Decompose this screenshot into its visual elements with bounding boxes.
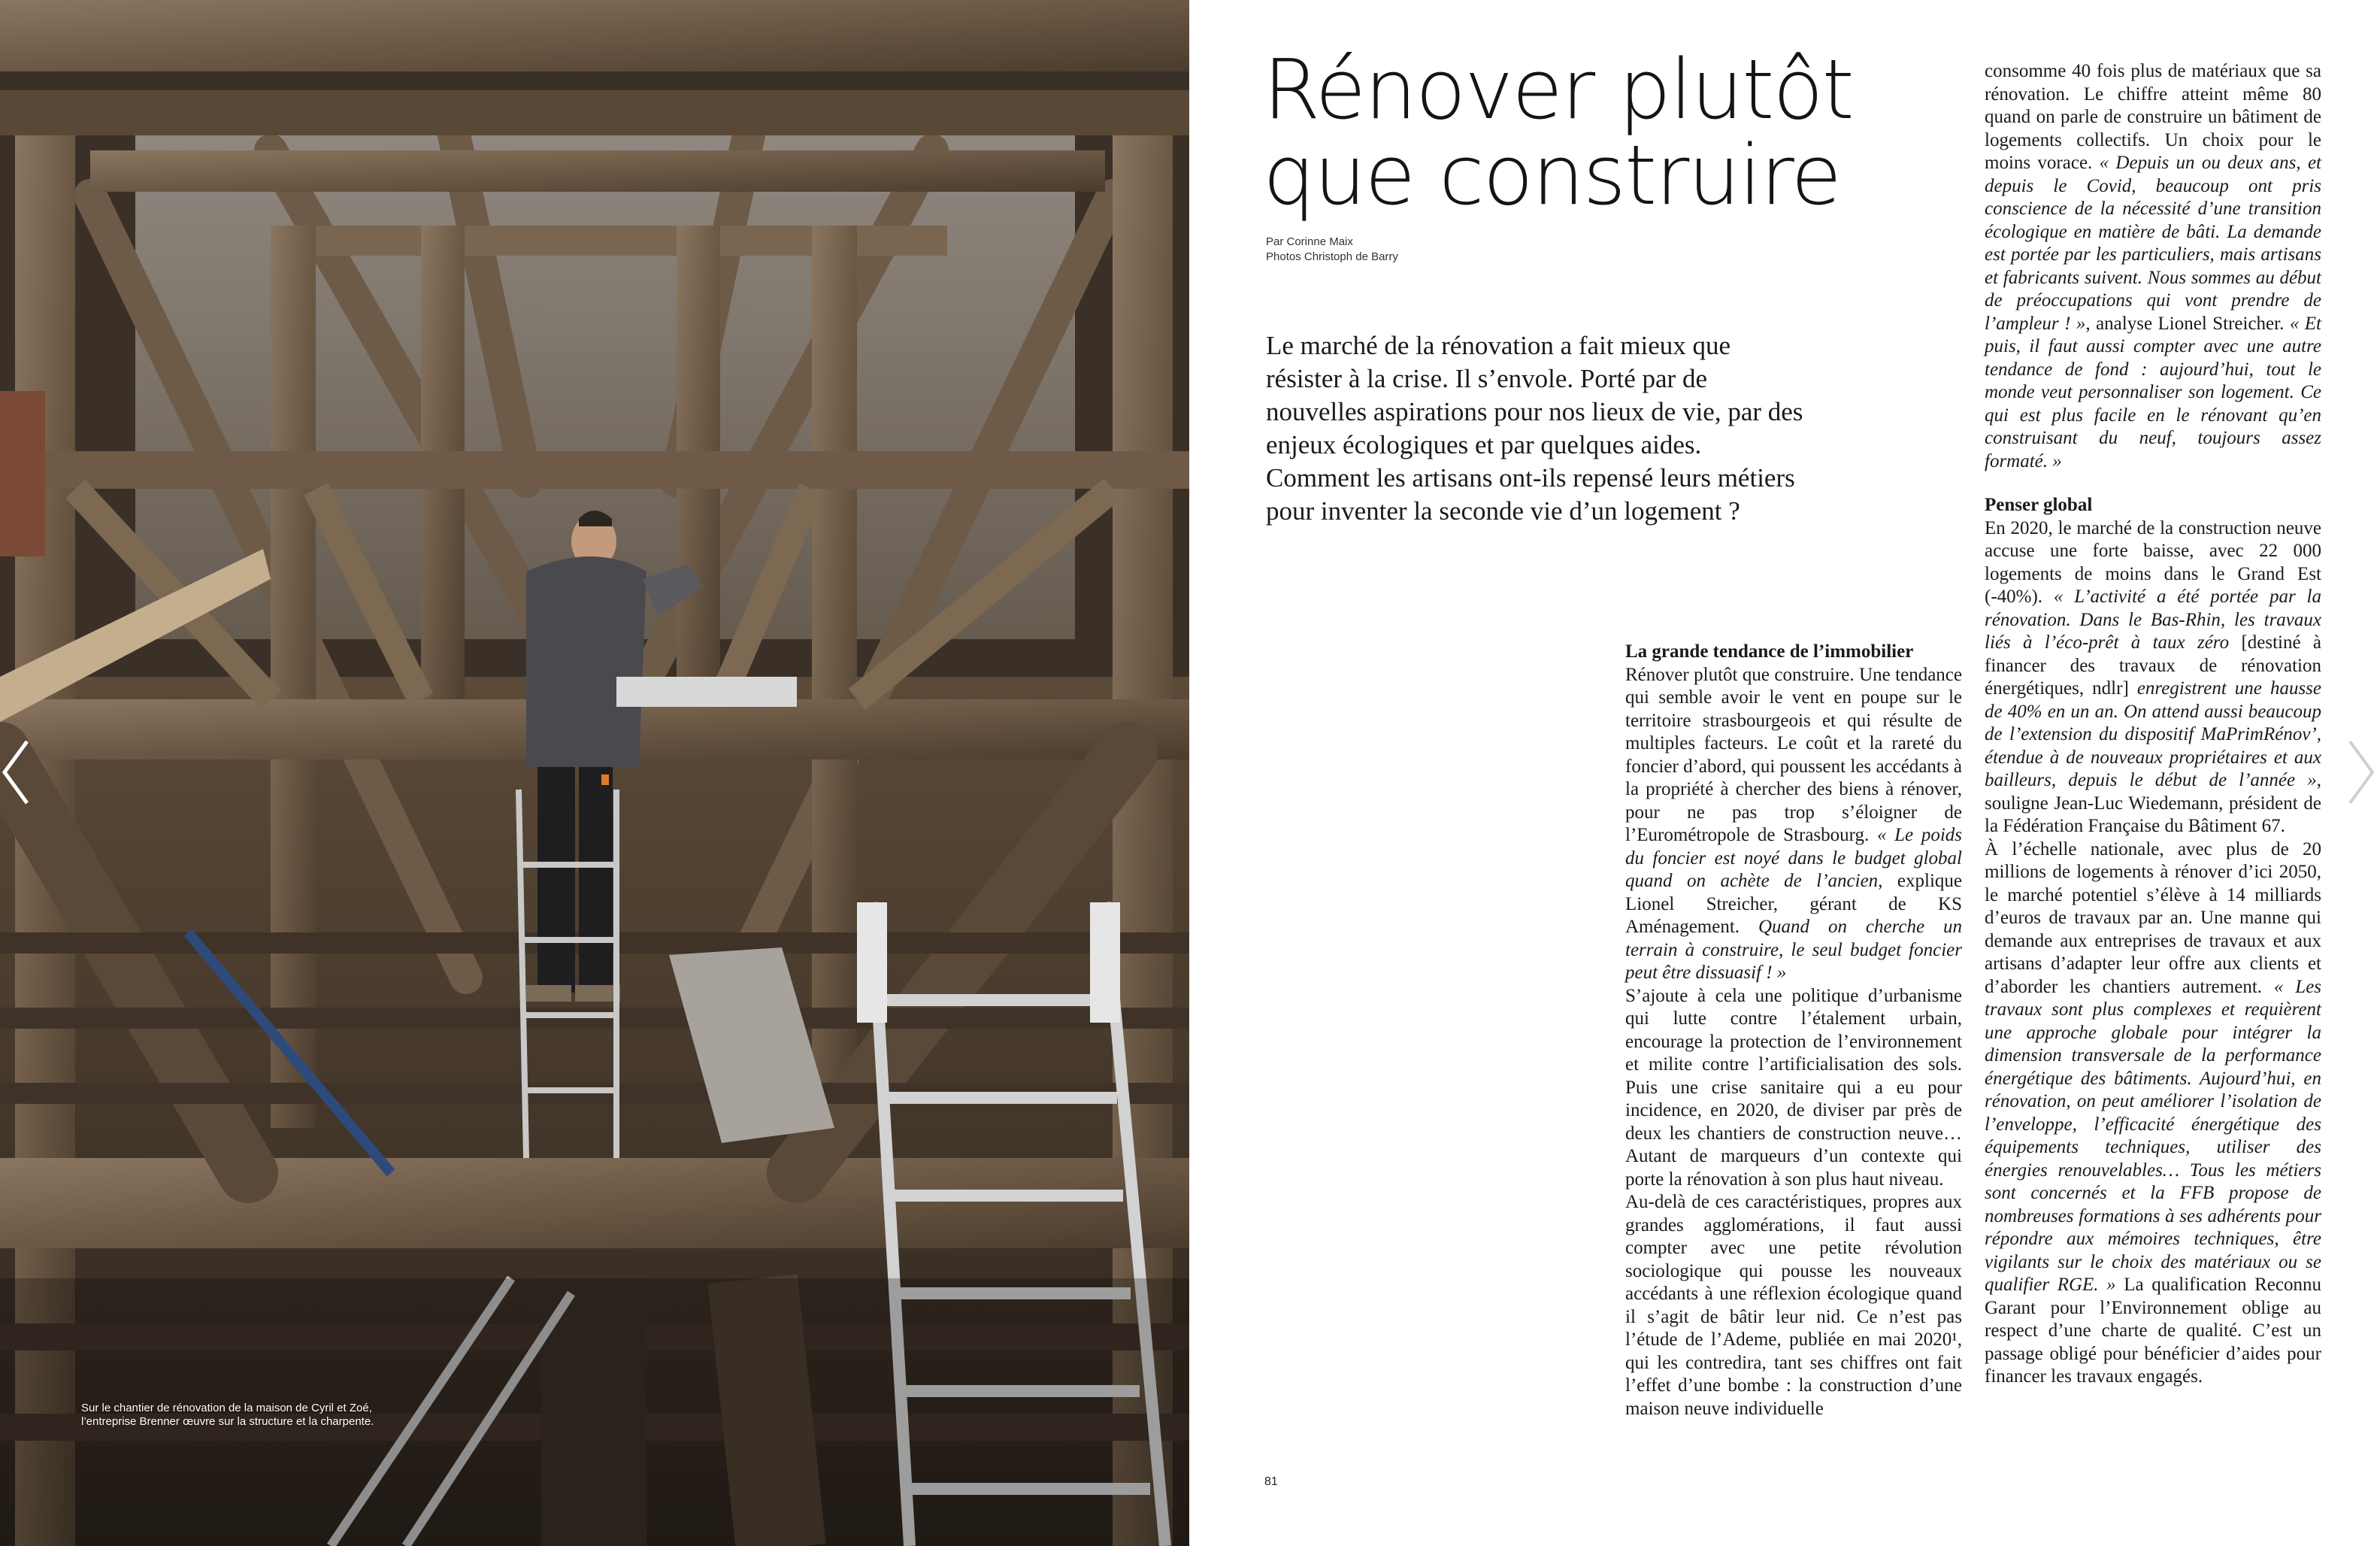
photo-credit: Photos Christoph de Barry [1266, 250, 1398, 263]
previous-page-button[interactable] [0, 738, 30, 806]
chevron-left-icon [0, 738, 30, 806]
byline: Par Corinne Maix [1266, 235, 1353, 248]
credits [1266, 235, 1398, 265]
photo-caption: Sur le chantier de rénovation de la maison de Cyril et Zoé, l’entreprise Brenner œuvre sur la structure et la charpente. [81, 1402, 374, 1428]
paragraph: consomme 40 fois plus de matériaux que sa rénovation. Le chiffre atteint même 80 quand on parle de construire un bâtiment de logements collectifs. Un choix pour le moins vorace. « Depuis un ou deux ans, et depuis le Covid, beaucoup ont pris conscience de la nécessité d’une transition écologique en matière de bâti. La demande est portée par les particuliers, mais artisans et fabricants suivent. Nous sommes au début de préoccupations qui vont prendre de l’ampleur ! », analyse Lionel Streicher. « Et puis, il faut aussi compter avec une autre tendance de fond : aujourd’hui, tout le monde veut personnaliser son logement. Ce qui est plus facile en le rénovant qu’en construisant du neuf, toujours assez formaté. » [1985, 61, 2321, 471]
next-page-button[interactable] [2347, 738, 2377, 806]
paragraph: Au-delà de ces caractéristiques, propres aux grandes agglomérations, il faut aussi compter avec une petite révolution sociologique qui pousse les nouveaux accédants à une réflexion écologique quand il s’agit de bâtir leur nid. Ce n’est pas l’étude de l’Ademe, publiée en mai 2020¹, qui les contredira, tant ses chiffres ont fait l’effet d’une bombe : la construction d’une maison neuve individuelle [1625, 1192, 1962, 1419]
photo-page [0, 0, 1189, 1546]
page-number: 81 [1264, 1475, 1278, 1488]
chevron-right-icon [2347, 738, 2377, 806]
article-title-line-1: Rénover plutôt [1263, 41, 1853, 138]
paragraph: Rénover plutôt que construire. Une tendance qui semble avoir le vent en poupe sur le territoire strasbourgeois et qui résulte de multiples facteurs. Le coût et la rareté du foncier d’abord, qui poussent les accédants à la propriété à chercher des biens à rénover, pour ne pas trop s’éloigner de l’Eurométropole de Strasbourg. « Le poids du foncier est noyé dans le budget global quand on achète de l’ancien, explique Lionel Streicher, gérant de KS Aménagement. Quand on cherche un terrain à construire, le seul budget foncier peut être dissuasif ! » [1625, 664, 1962, 983]
renovation-photo [0, 0, 1189, 1546]
text-column-1 [1625, 641, 1962, 1420]
section-title-2: Penser global [1985, 495, 2093, 515]
article-title-line-2: que construire [1263, 127, 1841, 223]
paragraph: En 2020, le marché de la construction neuve accuse une forte baisse, avec 22 000 logements de moins dans le Grand Est (-40%). « L’activité a été portée par la rénovation. Dans le Bas-Rhin, les travaux liés à l’éco-prêt à taux zéro [destiné à financer des travaux de rénovation énergétiques, ndlr] enregistrent une hausse de 40% en un an. On attend aussi beaucoup de l’extension du dispositif MaPrimRénov’, étendue à de nouveaux propriétaires et aux bailleurs, depuis le début de l’année », souligne Jean-Luc Wiedemann, président de la Fédération Française du Bâtiment 67. [1985, 517, 2322, 836]
section-title-1: La grande tendance de l’immobilier [1625, 641, 1914, 662]
paragraph: À l’échelle nationale, avec plus de 20 millions de logements à rénover d’ici 2050, le marché potentiel s’élève à 14 milliards d’euros de travaux par an. Une manne qui demande aux entreprises de travaux et aux artisans d’adapter leur offre aux clients et d’aborder les chantiers autrement. « Les travaux sont plus complexes et requièrent une approche globale pour intégrer la dimension transversale de la performance énergétique des bâtiments. Aujourd’hui, en rénovation, on peut améliorer l’isolation de l’enveloppe, l’efficacité énergétique des équipements techniques, utiliser des énergies renouvelables… Tous les métiers sont concernés et la FFB propose de nombreuses formations à ses adhérents pour répondre aux mémoires techniques, être vigilants sur le choix des matériaux ou se qualifier RGE. » La qualification Reconnu Garant pour l’Environnement oblige au respect d’une charte de qualité. C’est un passage obligé pour bénéficier d’aides pour financer les travaux engagés. [1985, 838, 2322, 1387]
article-lead: Le marché de la rénovation a fait mieux que résister à la crise. Il s’envole. Porté par de nouvelles aspirations pour nos lieux de vie, par des enjeux écologiques et par quelques aides. Comment les artisans ont-ils repensé leurs métiers pour inventer la seconde vie d’un logement ? [1266, 331, 1803, 526]
paragraph: S’ajoute à cela une politique d’urbanisme qui lutte contre l’étalement urbain, encourage la protection de l’environnement et milite contre l’artificialisation des sols. Puis une crise sanitaire qui a eu pour incidence, en 2020, de diviser par près de deux les chantiers de construction neuve… Autant de marqueurs d’un contexte qui porte la rénovation à son plus haut niveau. [1625, 985, 1962, 1190]
text-column-2 [1985, 60, 2321, 1389]
article-title [1263, 41, 1864, 223]
